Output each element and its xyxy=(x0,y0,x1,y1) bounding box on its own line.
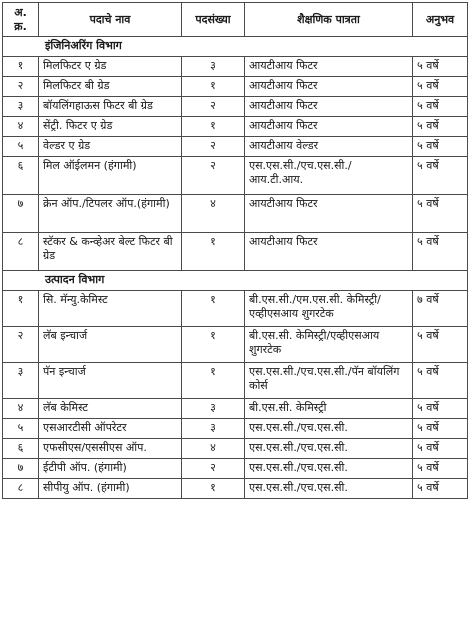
cell-count: ४ xyxy=(182,195,245,233)
cell-qualification: आयटीआय फिटर xyxy=(245,195,413,233)
header-sno: अ. क्र. xyxy=(3,3,39,37)
cell-sno: ७ xyxy=(3,459,39,479)
cell-experience: ५ वर्षे xyxy=(413,459,468,479)
cell-sno: २ xyxy=(3,77,39,97)
header-row xyxy=(3,3,468,37)
cell-post: एसआरटीसी ऑपरेटर xyxy=(39,419,182,439)
cell-sno: ४ xyxy=(3,117,39,137)
cell-sno: ४ xyxy=(3,399,39,419)
cell-qualification: बी.एस.सी. केमिस्ट्री/एव्हीएसआय शुगरटेक xyxy=(245,327,413,363)
cell-qualification: आयटीआय फिटर xyxy=(245,117,413,137)
cell-experience: ५ वर्षे xyxy=(413,419,468,439)
cell-post: बॉयलिंगहाऊस फिटर बी ग्रेड xyxy=(39,97,182,117)
table-row xyxy=(3,137,468,157)
cell-experience: ५ वर्षे xyxy=(413,117,468,137)
cell-count: ३ xyxy=(182,399,245,419)
cell-sno: ५ xyxy=(3,419,39,439)
cell-experience: ५ वर्षे xyxy=(413,157,468,195)
table-row xyxy=(3,363,468,399)
table-row xyxy=(3,291,468,327)
section-title: उत्पादन विभाग xyxy=(3,271,468,291)
table-row xyxy=(3,195,468,233)
cell-qualification: आयटीआय वेल्डर xyxy=(245,137,413,157)
cell-count: १ xyxy=(182,117,245,137)
table-row xyxy=(3,97,468,117)
recruitment-table-sheet xyxy=(2,2,467,499)
cell-experience: ५ वर्षे xyxy=(413,439,468,459)
cell-post: पॅन इन्चार्ज xyxy=(39,363,182,399)
cell-count: २ xyxy=(182,459,245,479)
header-post: पदाचे नाव xyxy=(39,3,182,37)
cell-count: १ xyxy=(182,233,245,271)
table-body xyxy=(3,37,468,499)
table-row xyxy=(3,439,468,459)
cell-count: ४ xyxy=(182,439,245,459)
cell-post: मिल ऑईलमन (हंगामी) xyxy=(39,157,182,195)
cell-count: ३ xyxy=(182,419,245,439)
cell-post: लॅब इन्चार्ज xyxy=(39,327,182,363)
cell-experience: ५ वर्षे xyxy=(413,327,468,363)
cell-post: सेंट्री. फिटर ए ग्रेड xyxy=(39,117,182,137)
table-row xyxy=(3,479,468,499)
table-row xyxy=(3,157,468,195)
cell-sno: ६ xyxy=(3,157,39,195)
cell-experience: ५ वर्षे xyxy=(413,137,468,157)
cell-post: लॅब केमिस्ट xyxy=(39,399,182,419)
cell-count: १ xyxy=(182,363,245,399)
cell-count: २ xyxy=(182,157,245,195)
cell-sno: ७ xyxy=(3,195,39,233)
cell-experience: ७ वर्षे xyxy=(413,291,468,327)
cell-qualification: एस.एस.सी./एच.एस.सी. xyxy=(245,419,413,439)
cell-count: २ xyxy=(182,97,245,117)
cell-qualification: एस.एस.सी./एच.एस.सी. xyxy=(245,459,413,479)
cell-experience: ५ वर्षे xyxy=(413,77,468,97)
cell-experience: ५ वर्षे xyxy=(413,399,468,419)
cell-sno: ८ xyxy=(3,233,39,271)
section-row xyxy=(3,271,468,291)
cell-qualification: आयटीआय फिटर xyxy=(245,57,413,77)
cell-experience: ५ वर्षे xyxy=(413,57,468,77)
cell-qualification: बी.एस.सी./एम.एस.सी. केमिस्ट्री/एव्हीएसआय शुगरटेक xyxy=(245,291,413,327)
cell-qualification: एस.एस.सी./एच.एस.सी. xyxy=(245,479,413,499)
cell-sno: ३ xyxy=(3,97,39,117)
cell-qualification: एस.एस.सी./एच.एस.सी./ आय.टी.आय. xyxy=(245,157,413,195)
cell-sno: १ xyxy=(3,291,39,327)
header-qualification: शैक्षणिक पात्रता xyxy=(245,3,413,37)
table-row xyxy=(3,459,468,479)
cell-count: १ xyxy=(182,291,245,327)
cell-post: एफसीएस/एससीएस ऑप. xyxy=(39,439,182,459)
cell-sno: ३ xyxy=(3,363,39,399)
section-title: इंजिनिअरिंग विभाग xyxy=(3,37,468,57)
cell-qualification: आयटीआय फिटर xyxy=(245,97,413,117)
cell-post: ईटीपी ऑप. (हंगामी) xyxy=(39,459,182,479)
cell-experience: ५ वर्षे xyxy=(413,97,468,117)
section-row xyxy=(3,37,468,57)
cell-sno: ८ xyxy=(3,479,39,499)
cell-qualification: एस.एस.सी./एच.एस.सी./पॅन बॉयलिंग कोर्स xyxy=(245,363,413,399)
cell-count: १ xyxy=(182,479,245,499)
cell-post: सि. मॅन्यु.केमिस्ट xyxy=(39,291,182,327)
cell-qualification: एस.एस.सी./एच.एस.सी. xyxy=(245,439,413,459)
cell-experience: ५ वर्षे xyxy=(413,363,468,399)
cell-post: मिलफिटर बी ग्रेड xyxy=(39,77,182,97)
cell-experience: ५ वर्षे xyxy=(413,479,468,499)
table-row xyxy=(3,327,468,363)
cell-experience: ५ वर्षे xyxy=(413,233,468,271)
cell-count: १ xyxy=(182,327,245,363)
cell-sno: २ xyxy=(3,327,39,363)
table-row xyxy=(3,419,468,439)
cell-count: २ xyxy=(182,137,245,157)
cell-sno: ६ xyxy=(3,439,39,459)
cell-experience: ५ वर्षे xyxy=(413,195,468,233)
table-row xyxy=(3,233,468,271)
header-count: पदसंख्या xyxy=(182,3,245,37)
header-experience: अनुभव xyxy=(413,3,468,37)
cell-count: १ xyxy=(182,77,245,97)
posts-table xyxy=(2,2,468,499)
cell-qualification: आयटीआय फिटर xyxy=(245,77,413,97)
table-row xyxy=(3,117,468,137)
cell-post: सीपीयु ऑप. (हंगामी) xyxy=(39,479,182,499)
table-row xyxy=(3,77,468,97)
cell-post: क्रेन ऑप./टिपलर ऑप.(हंगामी) xyxy=(39,195,182,233)
table-row xyxy=(3,399,468,419)
cell-sno: ५ xyxy=(3,137,39,157)
cell-qualification: बी.एस.सी. केमिस्ट्री xyxy=(245,399,413,419)
cell-sno: १ xyxy=(3,57,39,77)
cell-post: वेल्डर ए ग्रेड xyxy=(39,137,182,157)
cell-post: मिलफिटर ए ग्रेड xyxy=(39,57,182,77)
cell-qualification: आयटीआय फिटर xyxy=(245,233,413,271)
cell-post: स्टॅकर & कन्व्हेअर बेल्ट फिटर बी ग्रेड xyxy=(39,233,182,271)
table-row xyxy=(3,57,468,77)
cell-count: ३ xyxy=(182,57,245,77)
